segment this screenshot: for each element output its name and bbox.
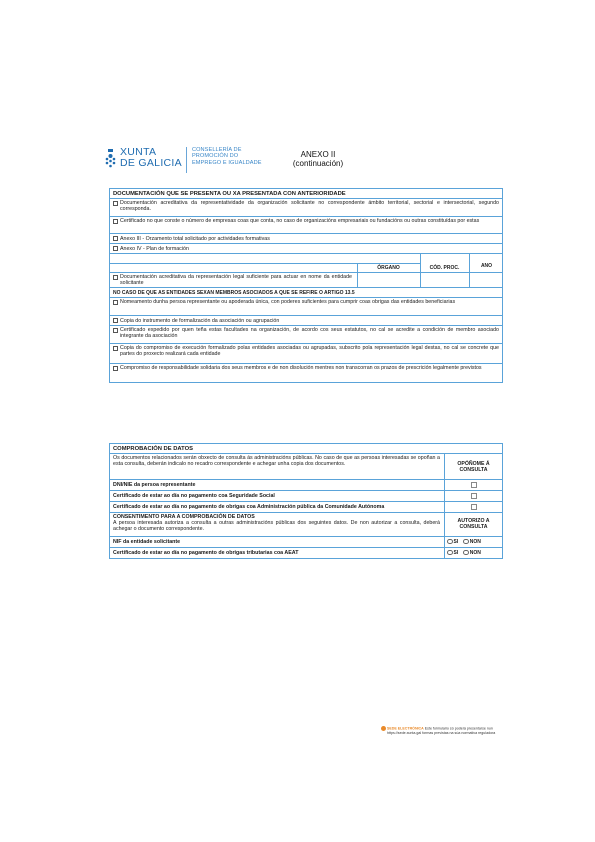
consent-text: A persoa interesada autoriza a consulta a outras administracións públicas dos seguintes datos. De non autorizar a consulta, deberá achegar o documento correspondente. — [113, 520, 440, 533]
assoc-row-2 — [110, 315, 502, 325]
footer-url[interactable]: https://sede.xunta.gal — [387, 731, 422, 736]
col-header-underline — [110, 263, 420, 264]
anexo-heading — [283, 150, 353, 168]
anexo-title: ANEXO II — [300, 150, 336, 159]
comp-item-2: Certificado de estar ao día no pagamento coa Seguridade Social — [113, 493, 275, 499]
radio-non-1[interactable] — [463, 539, 469, 545]
assoc-item-2: Copia do instrumento de formalización da asociación ou agrupación — [120, 317, 280, 324]
assoc-row-3 — [110, 325, 502, 343]
oponome-checkbox-2[interactable] — [471, 493, 477, 499]
radio-non-2[interactable] — [463, 550, 469, 556]
comprobacion-title: COMPROBACIÓN DE DATOS — [113, 446, 193, 452]
comp-item-3: Certificado de estar ao día no pagamento de obrigas coa Administración pública da Comunidade Autónoma — [113, 504, 385, 510]
comp-col-2 — [444, 491, 502, 501]
documentation-header-row — [110, 189, 502, 198]
doc-item-1: Documentación acreditativa da representatividade da organización solicitante no correspondente ámbito territorial, sectorial e intersectorial, segundo corresponda. — [120, 200, 499, 213]
documentation-title: DOCUMENTACIÓN QUE SE PRESENTA OU XA PRESENTADA CON ANTERIORIDADE — [113, 191, 346, 197]
doc-row-3 — [110, 233, 502, 243]
footer-line-2: formas previstas na súa normativa reguladora — [422, 731, 496, 736]
oponome-checkbox-1[interactable] — [471, 482, 477, 488]
doc-checkbox-1[interactable] — [113, 201, 118, 206]
assoc-checkbox-1[interactable] — [113, 300, 118, 305]
associated-header-row — [110, 287, 502, 297]
assoc-item-4: Copia do compromiso de execución formalizado polas entidades asociadas ou agrupadas, subscrito pola representación legal destas, no cal se concrete que partes do proxecto realizará cada entidade — [120, 345, 499, 358]
autorizo-header: AUTORIZO A CONSULTA — [444, 513, 502, 536]
comp-row-3 — [110, 501, 502, 512]
doc-item-3: Anexo III - Orzamento total solicitado por actividades formativas — [120, 235, 270, 242]
assoc-row-5 — [110, 363, 502, 383]
comprobacion-intro-row — [110, 453, 502, 479]
radio-si-label-2: SI — [453, 549, 459, 556]
assoc-row-1 — [110, 297, 502, 315]
consent-item-row-1 — [110, 536, 502, 547]
radio-non-label-1: NON — [469, 538, 481, 545]
consent-item-2: Certificado de estar ao día no pagamento de obrigas tributarias coa AEAT — [113, 550, 299, 556]
comp-row-2 — [110, 490, 502, 501]
assoc-item-5: Compromiso de responsabilidade solidaria dos seus membros e de non disolución mentres non transcorran os prazos de prescrición legalmente previstos — [120, 365, 482, 371]
comp-col-3 — [444, 502, 502, 512]
representation-item: Documentación acreditativa da representación legal suficiente para actuar en nome da entidade solicitante — [120, 274, 352, 287]
comp-row-1 — [110, 479, 502, 490]
col-ano-header: ANO — [480, 263, 493, 269]
consent-radio-group-2 — [444, 548, 502, 559]
representation-block — [110, 253, 502, 287]
representation-checkbox[interactable] — [113, 275, 118, 280]
comprobacion-header-row — [110, 444, 502, 453]
consellaria-line-1: CONSELLERÍA DE — [191, 147, 242, 153]
col-organo-header: ÓRGANO — [377, 265, 400, 271]
doc-row-4 — [110, 243, 502, 253]
doc-checkbox-2[interactable] — [113, 219, 118, 224]
footer-sede: SEDE ELECTRÓNICA — [387, 726, 424, 731]
comprobacion-intro: Os documentos relacionados serán obxecto de consulta ás administracións públicas. No caso de que as persoas interesadas se opoñan a esta consulta, deberán indicalo no recadro correspondente e achegar unha copia dos documentos. — [113, 455, 440, 468]
documentation-section — [109, 188, 503, 383]
consent-radio-group-1 — [444, 537, 502, 547]
col-row-divider — [110, 272, 502, 273]
consent-row — [110, 512, 502, 536]
radio-si-label-1: SI — [453, 538, 459, 545]
consent-item-row-2 — [110, 547, 502, 559]
assoc-item-3: Certificado expedido por quen teña estas facultades na organización, de acordo cos seus estatutos, no cal se acredite a condición de membro asociado integrante da asociación — [120, 327, 499, 340]
consent-title: CONSENTIMENTO PARA A COMPROBACIÓN DE DATOS — [113, 514, 255, 520]
associated-title: NO CASO DE QUE AS ENTIDADES SEXAN MEMBROS ASOCIADOS A QUE SE REFIRE O ARTIGO 13.5 — [113, 290, 355, 296]
doc-item-2: Certificado no que conste o número de empresas coas que conta, no caso de organizacións empresariais ou fundacións ou outras constituídas por estas — [120, 218, 480, 224]
footer-line-1: Este formulario só poderá presentarse nun — [424, 726, 493, 731]
doc-item-4: Anexo IV - Plan de formación — [120, 245, 189, 252]
col-divider-ano — [469, 254, 470, 287]
oponome-checkbox-3[interactable] — [471, 504, 477, 510]
radio-si-2[interactable] — [447, 550, 453, 556]
col-cod-proc-header: CÓD. PROC. — [429, 265, 460, 271]
sede-icon — [381, 726, 386, 731]
consellaria-line-3: EMPREGO E IGUALDADE — [191, 159, 262, 166]
assoc-checkbox-5[interactable] — [113, 366, 118, 371]
doc-row-1 — [110, 198, 502, 216]
radio-si-1[interactable] — [447, 539, 453, 545]
doc-checkbox-4[interactable] — [113, 246, 118, 251]
assoc-item-1: Nomeamento dunha persoa representante ou apoderada única, con poderes suficientes para cumprir coas obrigas das entidades beneficiarias — [120, 299, 456, 305]
consellaria-line-2: PROMOCIÓN DO — [191, 153, 239, 160]
doc-row-2 — [110, 216, 502, 233]
galicia-crest-icon — [104, 148, 117, 172]
assoc-checkbox-2[interactable] — [113, 318, 118, 323]
radio-non-label-2: NON — [469, 549, 481, 556]
footer-note — [381, 726, 506, 736]
assoc-checkbox-3[interactable] — [113, 328, 118, 333]
assoc-checkbox-4[interactable] — [113, 346, 118, 351]
logo-separator — [186, 147, 187, 173]
doc-checkbox-3[interactable] — [113, 236, 118, 241]
logo-line-1: XUNTA — [120, 146, 157, 158]
comp-col-1 — [444, 480, 502, 490]
oponome-header: OPÓÑOME Á CONSULTA — [444, 454, 502, 479]
comp-item-1: DNI/NIE da persoa representante — [113, 482, 196, 488]
xunta-logo — [104, 147, 274, 177]
comprobacion-section — [109, 443, 503, 559]
anexo-subtitle: (continuación) — [292, 159, 344, 168]
assoc-row-4 — [110, 343, 502, 363]
logo-line-2: DE GALICIA — [120, 157, 182, 169]
consent-item-1: NIF da entidade solicitante — [113, 539, 181, 545]
